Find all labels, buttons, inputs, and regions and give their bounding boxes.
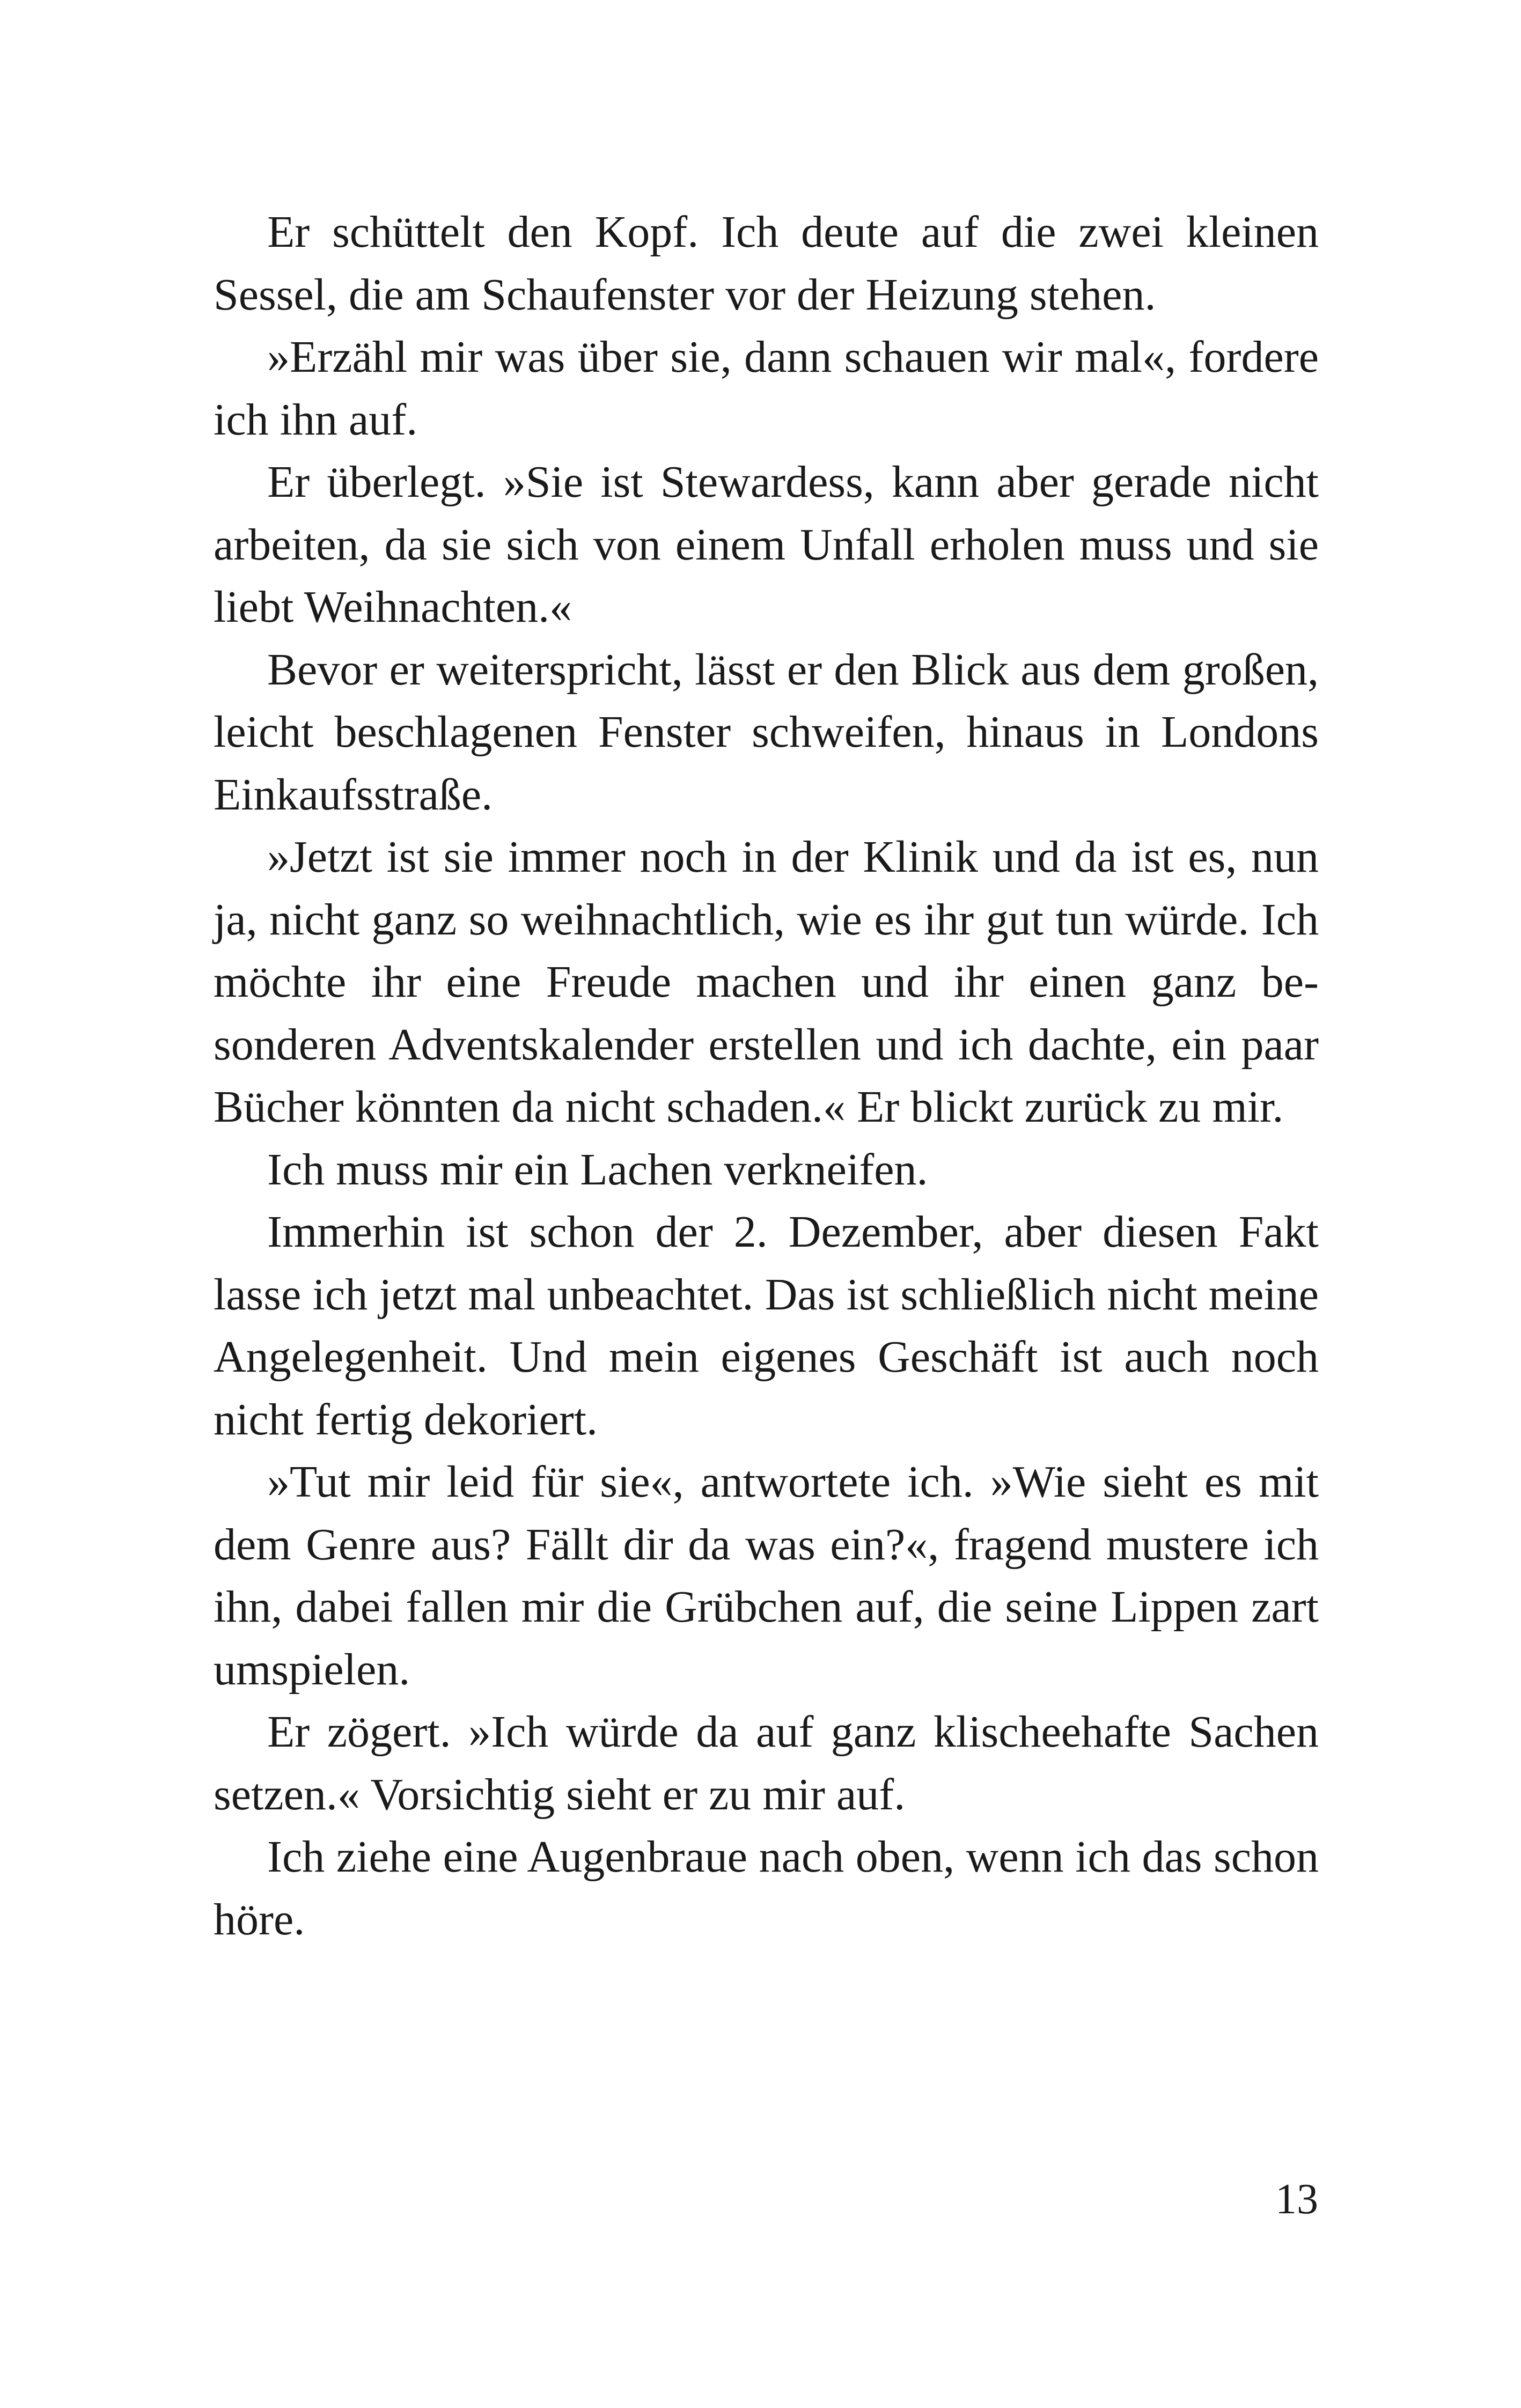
paragraph: Immerhin ist schon der 2. Dezember, aber diesen Fakt lasse ich jetzt mal unbeachtet. Das ist schließlich nicht meine Angelegenheit. Und mein eigenes Geschäft ist auch noch nicht fertig dekoriert. [214,1207,1319,1445]
paragraph: Er schüttelt den Kopf. Ich deute auf die zwei kleinen Sessel, die am Schaufenster vor der Heizung stehen. [214,207,1319,320]
paragraph: Ich muss mir ein Lachen verkneifen. [267,1144,928,1195]
paragraph: Bevor er weiterspricht, lässt er den Blick aus dem großen, leicht beschlagenen Fenster schweifen, hinaus in Londons Einkaufsstraße. [214,644,1319,820]
paragraph: »Tut mir leid für sie«, antwortete ich. »Wie sieht es mit dem Genre aus? Fällt dir da was ein?«, fragend mustere ich ihn, dabei fallen mir die Grübchen auf, die seine Lippen zart umspielen. [214,1457,1319,1695]
page-number: 13 [1275,2176,1318,2223]
paragraph: »Erzähl mir was über sie, dann schauen wir mal«, fordere ich ihn auf. [214,332,1319,445]
paragraph: »Jetzt ist sie immer noch in der Klinik und da ist es, nun ja, nicht ganz so weihnachtlich, wie es ihr gut tun würde. Ich möchte ihr eine Freude machen und ihr einen ganz besonderen Adventskalender erstellen und ich dachte, ein paar Bücher könnten da nicht schaden.« Er blickt zurück zu mir. [214,832,1319,1132]
paragraph: Er überlegt. »Sie ist Stewardess, kann aber gerade nicht arbeiten, da sie sich von einem Unfall erholen muss und sie liebt Weihnachten.« [214,457,1319,632]
paragraph: Er zögert. »Ich würde da auf ganz klischeehafte Sachen setzen.« Vorsichtig sieht er zu mir auf. [214,1707,1319,1820]
body-text [214,201,1319,1951]
paragraph: Ich ziehe eine Augenbraue nach oben, wenn ich das schon höre. [214,1832,1319,1945]
